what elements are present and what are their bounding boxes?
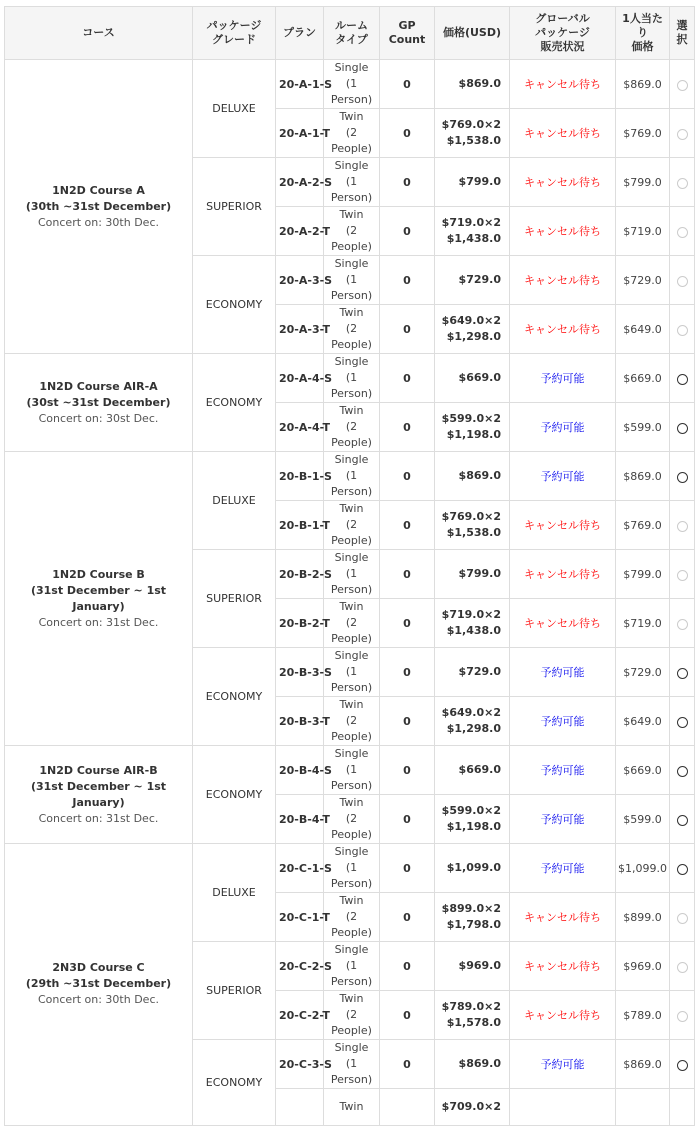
price-cell: [435, 844, 510, 893]
course-dates: (31st December ~ 1st January): [30, 583, 167, 613]
room-occupancy: (2 People): [331, 322, 372, 351]
gp-count: 0: [380, 991, 435, 1040]
room-occupancy: (2 People): [331, 224, 372, 253]
price-value: $869.0: [458, 1057, 501, 1070]
room-type: Twin: [339, 502, 364, 515]
price-value: $799.0: [458, 567, 501, 580]
package-grade: DELUXE: [212, 102, 256, 115]
select-radio-icon[interactable]: [677, 374, 688, 385]
gp-count: 0: [380, 795, 435, 844]
gp-count: 0: [380, 746, 435, 795]
room-type: Single: [334, 747, 369, 760]
room-occupancy: (2 People): [331, 812, 372, 841]
price-cell: [435, 746, 510, 795]
sales-status: キャンセル待ち: [510, 550, 616, 599]
room-type: Single: [334, 649, 369, 662]
room-type: Twin: [339, 698, 364, 711]
price-value: $729.0: [458, 273, 501, 286]
per-person-price: $799.0: [616, 550, 670, 599]
per-person-price: $669.0: [616, 746, 670, 795]
select-cell: [670, 158, 695, 207]
select-cell: [670, 305, 695, 354]
room-type: Single: [334, 61, 369, 74]
package-grade: SUPERIOR: [206, 592, 262, 605]
package-grade: ECONOMY: [205, 788, 263, 801]
room-type: Single: [334, 257, 369, 270]
per-person-price: $729.0: [616, 648, 670, 697]
per-person-price: $719.0: [616, 599, 670, 648]
room-occupancy: (2 People): [331, 1008, 372, 1037]
package-grade: ECONOMY: [205, 1075, 263, 1089]
room-type-cell: [324, 893, 380, 942]
header-price: 価格(USD): [435, 7, 510, 60]
room-occupancy: (2 People): [331, 616, 372, 645]
per-person-price: $649.0: [616, 697, 670, 746]
select-cell: [670, 844, 695, 893]
plan-code: 20-C-1-S: [276, 844, 324, 893]
room-type-cell: [324, 207, 380, 256]
sales-status: 予約可能: [510, 1040, 616, 1089]
package-grade-cell: [193, 648, 276, 746]
price-cell: [435, 305, 510, 354]
header-row: [5, 7, 695, 60]
gp-count: 0: [380, 403, 435, 452]
plan-code: 20-A-3-T: [276, 305, 324, 354]
select-cell: [670, 550, 695, 599]
plan-code: 20-A-2-S: [276, 158, 324, 207]
header-room-type: ルーム タイプ: [324, 7, 380, 60]
room-type: Single: [334, 453, 369, 466]
room-occupancy: (2 People): [331, 420, 372, 449]
plan-code: 20-A-3-S: [276, 256, 324, 305]
room-occupancy: (2 People): [331, 126, 372, 155]
gp-count: 0: [380, 942, 435, 991]
package-grade: ECONOMY: [205, 298, 263, 311]
room-type: Single: [334, 159, 369, 172]
room-type-cell: [324, 991, 380, 1040]
per-person-price: $669.0: [616, 354, 670, 403]
room-type: Twin: [339, 208, 364, 221]
package-grade: ECONOMY: [205, 396, 263, 409]
room-occupancy: (1 Person): [330, 861, 373, 890]
price-value: $769.0×2: [441, 510, 501, 523]
price-value: $729.0: [458, 665, 501, 678]
select-cell: [670, 1040, 695, 1089]
gp-count: 0: [380, 501, 435, 550]
plan-code: 20-B-3-T: [276, 697, 324, 746]
sales-status: キャンセル待ち: [510, 158, 616, 207]
price-cell: [435, 60, 510, 109]
select-radio-icon[interactable]: [677, 864, 688, 875]
sales-status: キャンセル待ち: [510, 60, 616, 109]
package-grade-cell: [193, 60, 276, 158]
select-radio-icon: [677, 178, 688, 189]
room-occupancy: (1 Person): [330, 273, 373, 302]
room-type: Twin: [339, 796, 364, 809]
price-cell: [435, 942, 510, 991]
header-select: 選択: [670, 7, 695, 60]
plan-code: 20-A-2-T: [276, 207, 324, 256]
course-cell: [5, 452, 193, 746]
table-row: [5, 452, 695, 501]
per-person-price: $719.0: [616, 207, 670, 256]
package-grade-cell: [193, 844, 276, 942]
price-cell: [435, 452, 510, 501]
price-total: $1,298.0: [446, 330, 501, 343]
course-concert-date: Concert on: 30st Dec.: [38, 411, 159, 425]
select-radio-icon[interactable]: [677, 717, 688, 728]
sales-status: 予約可能: [510, 697, 616, 746]
course-dates: (29th ~31st December): [25, 977, 172, 991]
per-person-price: $769.0: [616, 501, 670, 550]
course-concert-date: Concert on: 31st Dec.: [38, 811, 159, 825]
sales-status: キャンセル待ち: [510, 893, 616, 942]
course-cell: [5, 354, 193, 452]
price-cell: [435, 256, 510, 305]
select-cell: [670, 697, 695, 746]
package-table-body: [5, 60, 695, 1126]
sales-status: 予約可能: [510, 354, 616, 403]
select-cell: [670, 942, 695, 991]
plan-code: 20-A-1-S: [276, 60, 324, 109]
per-person-price: $649.0: [616, 305, 670, 354]
price-value: $599.0×2: [441, 412, 501, 425]
select-radio-icon: [677, 1011, 688, 1022]
price-total: $1,538.0: [446, 526, 501, 539]
per-person-price: $799.0: [616, 158, 670, 207]
header-grade: パッケージ グレード: [193, 7, 276, 60]
package-grade-cell: [193, 942, 276, 1040]
room-occupancy: (1 Person): [330, 469, 373, 498]
sales-status: 予約可能: [510, 403, 616, 452]
sales-status: キャンセル待ち: [510, 991, 616, 1040]
gp-count: 0: [380, 452, 435, 501]
plan-code: 20-B-2-S: [276, 550, 324, 599]
price-value: $789.0×2: [441, 1000, 501, 1013]
course-concert-date: Concert on: 31st Dec.: [38, 615, 159, 629]
select-cell: [670, 599, 695, 648]
course-dates: (31st December ~ 1st January): [30, 779, 167, 809]
sales-status: 予約可能: [510, 795, 616, 844]
header-plan: プラン: [276, 7, 324, 60]
room-type: Single: [334, 943, 369, 956]
sales-status: キャンセル待ち: [510, 109, 616, 158]
select-radio-icon: [677, 325, 688, 336]
price-cell: [435, 648, 510, 697]
table-row: [5, 354, 695, 403]
gp-count: 0: [380, 550, 435, 599]
package-grade: ECONOMY: [205, 690, 263, 703]
select-radio-icon: [677, 276, 688, 287]
price-cell: [435, 403, 510, 452]
select-radio-icon: [677, 619, 688, 630]
package-grade-cell: [193, 746, 276, 844]
per-person-price: $869.0: [616, 1040, 670, 1089]
price-value: $649.0×2: [441, 314, 501, 327]
gp-count: 0: [380, 844, 435, 893]
plan-code: [276, 1089, 324, 1126]
plan-code: 20-C-2-T: [276, 991, 324, 1040]
gp-count: 0: [380, 256, 435, 305]
price-total: $1,198.0: [446, 428, 501, 441]
price-value: $669.0: [458, 371, 501, 384]
price-cell: [435, 1089, 510, 1126]
sales-status: キャンセル待ち: [510, 256, 616, 305]
package-grade: DELUXE: [212, 494, 256, 507]
price-total: $1,538.0: [446, 134, 501, 147]
select-cell: [670, 648, 695, 697]
room-occupancy: (1 Person): [330, 77, 373, 106]
course-dates: (30th ~31st December): [25, 199, 172, 213]
select-cell: [670, 403, 695, 452]
package-grade: SUPERIOR: [206, 200, 262, 213]
header-global-status: グローバル パッケージ 販売状況: [510, 7, 616, 60]
price-value: $869.0: [458, 469, 501, 482]
select-cell: [670, 991, 695, 1040]
course-name: 1N2D Course A: [52, 183, 145, 197]
price-total: $1,298.0: [446, 722, 501, 735]
room-occupancy: (1 Person): [330, 665, 373, 694]
plan-code: 20-B-4-S: [276, 746, 324, 795]
room-type-cell: [324, 1089, 380, 1126]
price-total: $1,198.0: [446, 820, 501, 833]
gp-count: 0: [380, 697, 435, 746]
room-type-cell: [324, 697, 380, 746]
header-gp-count: GP Count: [380, 7, 435, 60]
price-cell: [435, 109, 510, 158]
gp-count: 0: [380, 893, 435, 942]
select-radio-icon[interactable]: [677, 423, 688, 434]
per-person-price: $969.0: [616, 942, 670, 991]
per-person-price: $599.0: [616, 403, 670, 452]
package-grade: DELUXE: [212, 886, 256, 899]
room-type: Twin: [339, 894, 364, 907]
gp-count: 0: [380, 60, 435, 109]
price-total: $1,798.0: [446, 918, 501, 931]
select-cell: [670, 109, 695, 158]
course-concert-date: Concert on: 30th Dec.: [38, 215, 159, 229]
select-radio-icon: [677, 80, 688, 91]
price-value: $719.0×2: [441, 216, 501, 229]
room-type: Single: [334, 551, 369, 564]
price-cell: [435, 795, 510, 844]
sales-status: キャンセル待ち: [510, 501, 616, 550]
gp-count: 0: [380, 648, 435, 697]
room-type: Twin: [339, 404, 364, 417]
select-cell: [670, 1089, 695, 1126]
room-type: Single: [334, 1041, 369, 1054]
plan-code: 20-C-2-S: [276, 942, 324, 991]
table-row: [5, 844, 695, 893]
per-person-price: $789.0: [616, 991, 670, 1040]
price-cell: [435, 354, 510, 403]
room-occupancy: (2 People): [331, 910, 372, 939]
course-dates: (30st ~31st December): [26, 395, 171, 409]
price-value: $669.0: [458, 763, 501, 776]
room-occupancy: (1 Person): [330, 763, 373, 792]
per-person-price: $729.0: [616, 256, 670, 305]
select-radio-icon: [677, 227, 688, 238]
price-value: $969.0: [458, 959, 501, 972]
sales-status: キャンセル待ち: [510, 305, 616, 354]
price-cell: [435, 1040, 510, 1089]
per-person-price: $769.0: [616, 109, 670, 158]
header-per-person: 1人当たり 価格: [616, 7, 670, 60]
price-value: $719.0×2: [441, 608, 501, 621]
select-cell: [670, 256, 695, 305]
sales-status: 予約可能: [510, 844, 616, 893]
sales-status: キャンセル待ち: [510, 942, 616, 991]
room-type: Single: [334, 355, 369, 368]
room-type: Twin: [339, 992, 364, 1005]
per-person-price: $1,099.0: [616, 844, 670, 893]
gp-count: 0: [380, 1040, 435, 1089]
room-type: Twin: [339, 110, 364, 123]
price-total: $1,438.0: [446, 624, 501, 637]
plan-code: 20-B-1-S: [276, 452, 324, 501]
per-person-price: $869.0: [616, 60, 670, 109]
plan-code: 20-B-2-T: [276, 599, 324, 648]
sales-status: 予約可能: [510, 648, 616, 697]
course-name: 1N2D Course B: [52, 567, 145, 581]
course-name: 1N2D Course AIR-A: [39, 379, 158, 393]
plan-code: 20-A-4-T: [276, 403, 324, 452]
price-cell: [435, 991, 510, 1040]
sales-status: キャンセル待ち: [510, 599, 616, 648]
gp-count: 0: [380, 207, 435, 256]
gp-count: [380, 1089, 435, 1126]
price-cell: [435, 207, 510, 256]
room-type-cell: [324, 501, 380, 550]
select-radio-icon: [677, 570, 688, 581]
per-person-price: [616, 1089, 670, 1126]
room-occupancy: (2 People): [331, 714, 372, 743]
course-concert-date: Concert on: 30th Dec.: [38, 993, 159, 1007]
price-total: $1,438.0: [446, 232, 501, 245]
select-cell: [670, 452, 695, 501]
room-occupancy: (2 People): [331, 518, 372, 547]
select-cell: [670, 207, 695, 256]
package-grade-cell: [193, 452, 276, 550]
select-cell: [670, 893, 695, 942]
select-radio-icon[interactable]: [677, 815, 688, 826]
sales-status: [510, 1089, 616, 1126]
course-cell: [5, 844, 193, 1126]
plan-code: 20-C-1-T: [276, 893, 324, 942]
table-row: [5, 60, 695, 109]
price-value: $649.0×2: [441, 706, 501, 719]
price-cell: [435, 697, 510, 746]
package-grade-cell: [193, 158, 276, 256]
select-cell: [670, 60, 695, 109]
plan-code: 20-B-1-T: [276, 501, 324, 550]
per-person-price: $599.0: [616, 795, 670, 844]
room-type-cell: [324, 403, 380, 452]
price-value: $869.0: [458, 77, 501, 90]
room-occupancy: (1 Person): [330, 175, 373, 204]
plan-code: 20-A-4-S: [276, 354, 324, 403]
room-occupancy: (1 Person): [330, 567, 373, 596]
price-cell: [435, 550, 510, 599]
gp-count: 0: [380, 109, 435, 158]
price-value: $709.0×2: [441, 1099, 501, 1113]
select-cell: [670, 501, 695, 550]
price-value: $769.0×2: [441, 118, 501, 131]
price-value: $799.0: [458, 175, 501, 188]
price-total: $1,578.0: [446, 1016, 501, 1029]
room-type: Twin: [339, 1099, 364, 1113]
plan-code: 20-C-3-S: [276, 1040, 324, 1089]
package-grade-cell: [193, 550, 276, 648]
gp-count: 0: [380, 158, 435, 207]
room-type: Twin: [339, 600, 364, 613]
select-radio-icon: [677, 962, 688, 973]
price-value: $1,099.0: [446, 861, 501, 874]
header-course: コース: [5, 7, 193, 60]
price-cell: [435, 599, 510, 648]
select-radio-icon[interactable]: [677, 668, 688, 679]
price-cell: [435, 893, 510, 942]
price-value: $599.0×2: [441, 804, 501, 817]
room-type-cell: [324, 305, 380, 354]
per-person-price: $869.0: [616, 452, 670, 501]
select-radio-icon[interactable]: [677, 1060, 688, 1071]
room-type-cell: [324, 795, 380, 844]
room-type: Twin: [339, 306, 364, 319]
select-radio-icon: [677, 913, 688, 924]
plan-code: 20-B-3-S: [276, 648, 324, 697]
room-type-cell: [324, 109, 380, 158]
sales-status: キャンセル待ち: [510, 207, 616, 256]
room-occupancy: (1 Person): [330, 1057, 373, 1086]
gp-count: 0: [380, 354, 435, 403]
sales-status: 予約可能: [510, 746, 616, 795]
price-cell: [435, 158, 510, 207]
select-cell: [670, 354, 695, 403]
sales-status: 予約可能: [510, 452, 616, 501]
price-value: $899.0×2: [441, 902, 501, 915]
select-radio-icon: [677, 521, 688, 532]
course-name: 1N2D Course AIR-B: [39, 763, 158, 777]
select-radio-icon[interactable]: [677, 766, 688, 777]
course-cell: [5, 60, 193, 354]
plan-code: 20-A-1-T: [276, 109, 324, 158]
package-grade-cell: [193, 1040, 276, 1126]
table-row: [5, 746, 695, 795]
gp-count: 0: [380, 305, 435, 354]
room-occupancy: (1 Person): [330, 959, 373, 988]
per-person-price: $899.0: [616, 893, 670, 942]
select-radio-icon[interactable]: [677, 472, 688, 483]
package-grade-cell: [193, 256, 276, 354]
package-grade-cell: [193, 354, 276, 452]
room-type-cell: [324, 599, 380, 648]
room-occupancy: (1 Person): [330, 371, 373, 400]
select-cell: [670, 795, 695, 844]
package-table: [4, 6, 695, 1126]
course-name: 2N3D Course C: [52, 961, 145, 975]
select-cell: [670, 746, 695, 795]
select-radio-icon: [677, 129, 688, 140]
room-type: Single: [334, 845, 369, 858]
package-grade: SUPERIOR: [206, 984, 262, 997]
price-cell: [435, 501, 510, 550]
course-cell: [5, 746, 193, 844]
gp-count: 0: [380, 599, 435, 648]
plan-code: 20-B-4-T: [276, 795, 324, 844]
